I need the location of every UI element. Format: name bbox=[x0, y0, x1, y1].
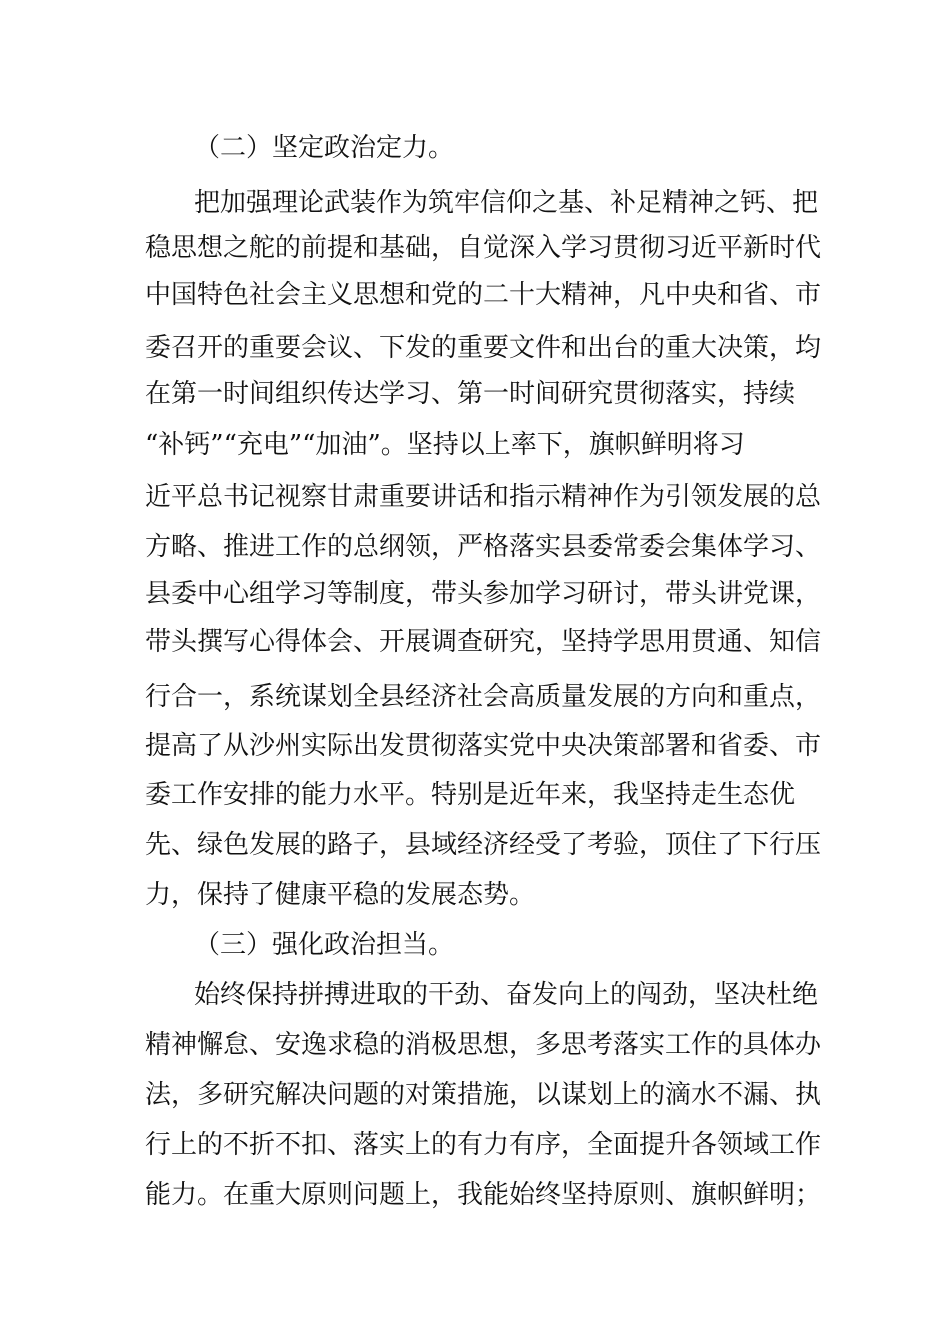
paragraph-line: 县委中心组学习等制度，带头参加学习研讨，带头讲党课， bbox=[145, 579, 822, 609]
paragraph-line: 委工作安排的能力水平。特别是近年来，我坚持走生态优 bbox=[145, 780, 796, 810]
paragraph-line: 行合一，系统谋划全县经济社会高质量发展的方向和重点， bbox=[145, 682, 822, 712]
paragraph-line: 力，保持了健康平稳的发展态势。 bbox=[145, 880, 536, 910]
paragraph-line: 先、绿色发展的路子，县域经济经受了考验，顶住了下行压 bbox=[145, 830, 822, 860]
paragraph-line: 始终保持拼搏进取的干劲、奋发向上的闯劲，坚决杜绝 bbox=[194, 980, 819, 1010]
paragraph-line: 稳思想之舵的前提和基础，自觉深入学习贯彻习近平新时代 bbox=[145, 233, 822, 263]
paragraph-line: 法，多研究解决问题的对策措施，以谋划上的滴水不漏、执 bbox=[145, 1080, 822, 1110]
paragraph-line: 行上的不折不扣、落实上的有力有序，全面提升各领域工作 bbox=[145, 1130, 822, 1160]
paragraph-line: 委召开的重要会议、下发的重要文件和出台的重大决策，均 bbox=[145, 333, 822, 363]
paragraph-line: 在第一时间组织传达学习、第一时间研究贯彻落实，持续 bbox=[145, 379, 796, 409]
paragraph-line: 带头撰写心得体会、开展调查研究，坚持学思用贯通、知信 bbox=[145, 627, 822, 657]
paragraph-line: “补钙”“充电”“加油”。坚持以上率下，旗帜鲜明将习 bbox=[145, 430, 745, 460]
section-heading: （二）坚定政治定力。 bbox=[194, 133, 455, 163]
section-heading: （三）强化政治担当。 bbox=[194, 930, 455, 960]
paragraph-line: 把加强理论武装作为筑牢信仰之基、补足精神之钙、把 bbox=[194, 188, 819, 218]
paragraph-line: 能力。在重大原则问题上，我能始终坚持原则、旗帜鲜明； bbox=[145, 1180, 822, 1210]
paragraph-line: 中国特色社会主义思想和党的二十大精神，凡中央和省、市 bbox=[145, 280, 822, 310]
paragraph-line: 方略、推进工作的总纲领，严格落实县委常委会集体学习、 bbox=[145, 532, 822, 562]
paragraph-line: 近平总书记视察甘肃重要讲话和指示精神作为引领发展的总 bbox=[145, 482, 822, 512]
paragraph-line: 提高了从沙州实际出发贯彻落实党中央决策部署和省委、市 bbox=[145, 731, 822, 761]
paragraph-line: 精神懈怠、安逸求稳的消极思想，多思考落实工作的具体办 bbox=[145, 1030, 822, 1060]
